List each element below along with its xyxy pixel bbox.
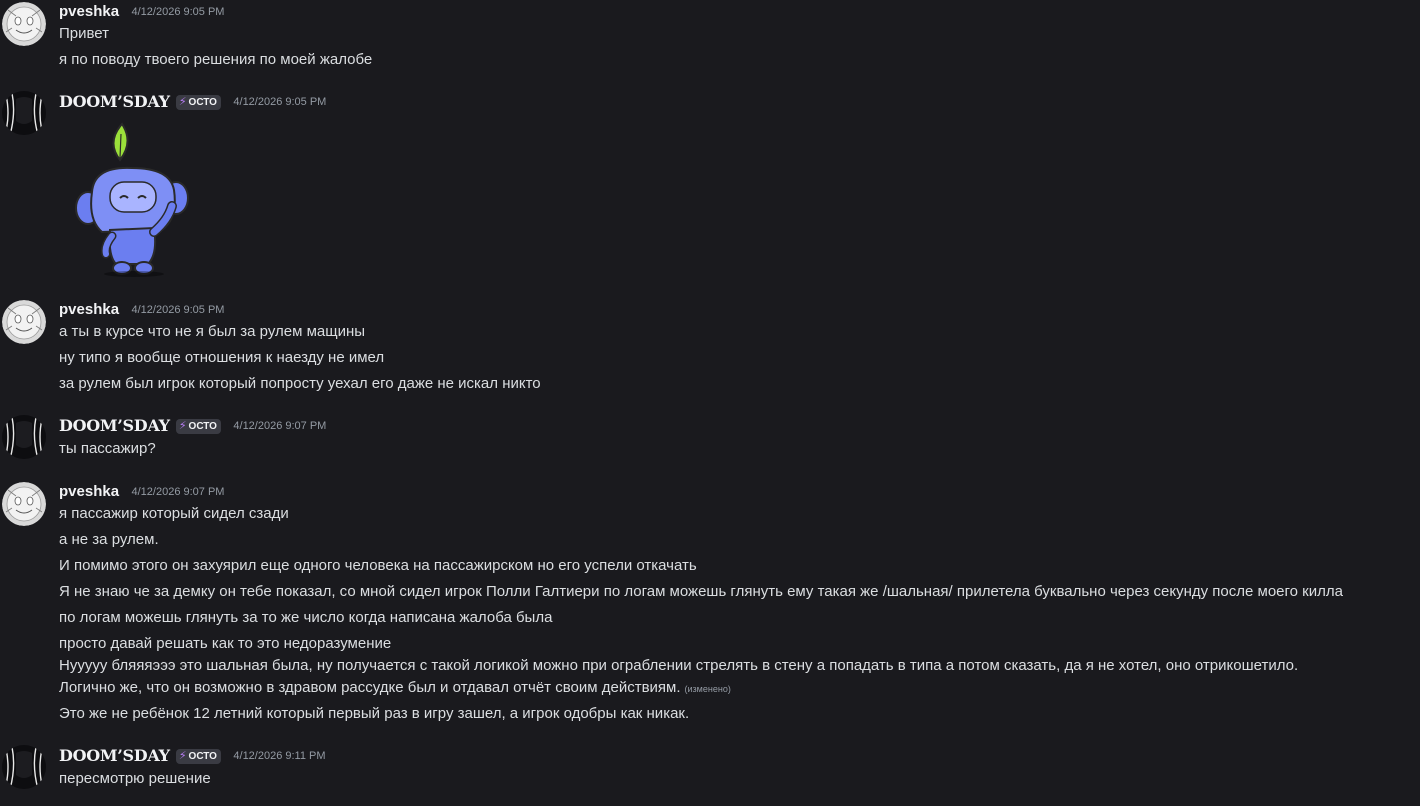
edited-label: (изменено)	[684, 684, 731, 694]
username[interactable]: pveshka	[59, 3, 120, 20]
avatar[interactable]	[2, 2, 46, 46]
message-text: Нууууу бляяяэээ это шальная была, ну получается с такой логикой можно при ограблении стрелять в стену а попадать в типа а потом сказать, да я не хотел, оно отрикошетило.	[59, 657, 1299, 674]
message-text: Привет	[59, 25, 110, 42]
timestamp: 4/12/2026 9:07 PM	[233, 420, 327, 432]
role-tag: ⚡ ОСТО	[176, 95, 221, 110]
avatar[interactable]	[2, 91, 46, 135]
message-text: Это же не ребёнок 12 летний который первый раз в игру зашел, а игрок одобры как никак.	[59, 705, 690, 722]
role-tag: ⚡ ОСТО	[176, 419, 221, 434]
avatar[interactable]	[2, 415, 46, 459]
message-text: ну типо я вообще отношения к наезду не имел	[59, 349, 385, 366]
message-text: я по поводу твоего решения по моей жалобе	[59, 51, 373, 68]
message-text: я пассажир который сидел сзади	[59, 505, 289, 522]
timestamp: 4/12/2026 9:11 PM	[233, 750, 326, 762]
message-text: по логам можешь глянуть за то же число когда написана жалоба была	[59, 609, 553, 626]
lightning-icon: ⚡	[178, 419, 187, 432]
message-text: И помимо этого он захуярил еще одного человека на пассажирском но его успели откачать	[59, 557, 697, 574]
message-text: а ты в курсе что не я был за рулем мащины	[59, 323, 366, 340]
message-text: ты пассажир?	[59, 440, 156, 457]
message-text: пересмотрю решение	[59, 770, 211, 787]
avatar[interactable]	[2, 300, 46, 344]
username[interactable]: pveshka	[59, 483, 120, 500]
timestamp: 4/12/2026 9:07 PM	[131, 486, 225, 498]
username[interactable]: DOOM’SDAY	[59, 92, 170, 111]
timestamp: 4/12/2026 9:05 PM	[131, 6, 225, 18]
message-text: за рулем был игрок который попросту уехал его даже не искал никто	[59, 375, 541, 392]
message-text: просто давай решать как то это недоразумение	[59, 635, 392, 652]
username[interactable]: pveshka	[59, 301, 120, 318]
username[interactable]: DOOM’SDAY	[59, 416, 170, 435]
username[interactable]: DOOM’SDAY	[59, 746, 170, 765]
message-text-edited: Логично же, что он возможно в здравом рассудке был и отдавал отчёт своим действиям. (изменено)	[59, 679, 731, 696]
wumpus-waving-sticker[interactable]	[70, 120, 196, 278]
avatar[interactable]	[2, 482, 46, 526]
message-text: Я не знаю че за демку он тебе показал, со мной сидел игрок Полли Галтиери по логам можешь глянуть ему такая же /шальная/ прилетела буквально через секунду после моего килла	[59, 583, 1343, 600]
message-text: а не за рулем.	[59, 531, 159, 548]
avatar[interactable]	[2, 745, 46, 789]
lightning-icon: ⚡	[178, 749, 187, 762]
lightning-icon: ⚡	[178, 95, 187, 108]
role-tag: ⚡ ОСТО	[176, 749, 221, 764]
timestamp: 4/12/2026 9:05 PM	[233, 96, 327, 108]
timestamp: 4/12/2026 9:05 PM	[131, 304, 225, 316]
